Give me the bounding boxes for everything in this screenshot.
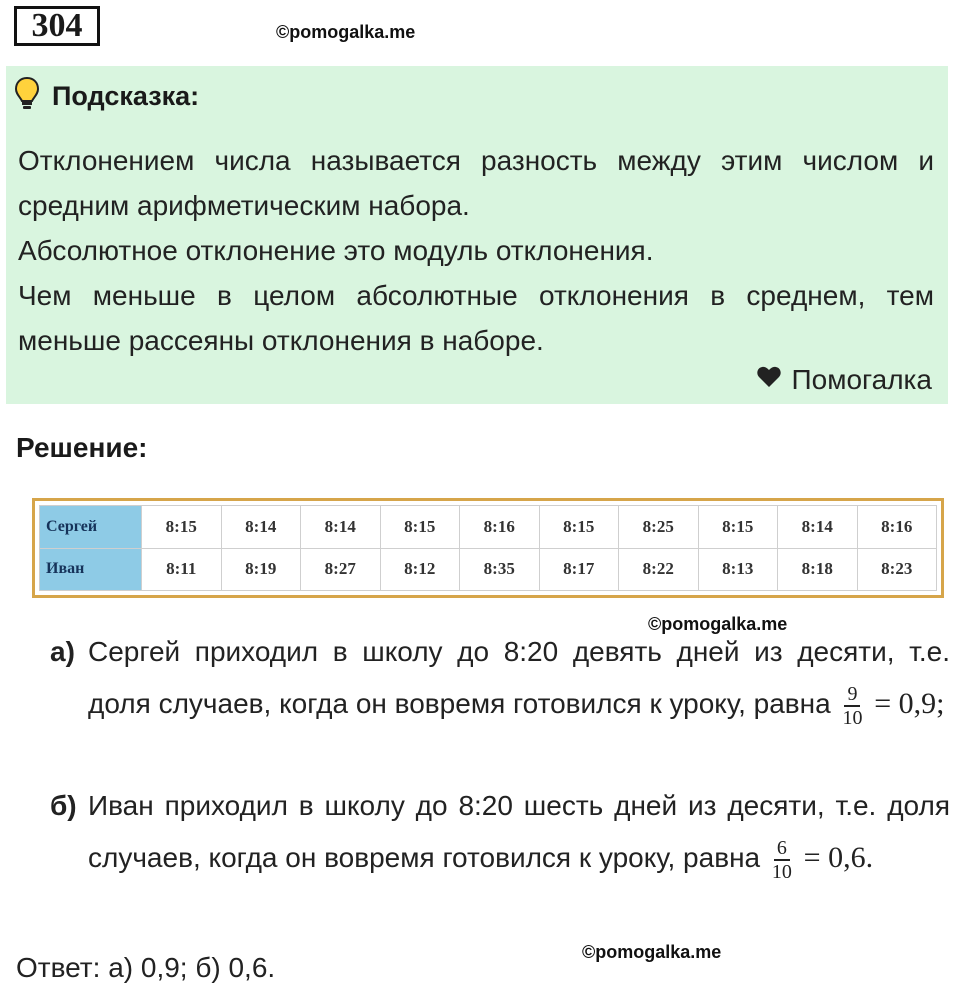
part-a-result: = 0,9; [874,687,945,720]
solution-title: Решение: [16,432,148,463]
part-b-label: б) [50,790,77,821]
time-cell: 8:16 [857,506,937,549]
part-a [50,626,950,730]
part-b-text [88,780,950,884]
time-cell: 8:15 [539,506,619,549]
fraction-b-numerator: 6 [774,837,790,861]
time-cell: 8:35 [460,548,540,591]
part-b-result: = 0,6. [803,841,874,874]
hint-line-3: Чем меньше в целом абсолютные отклонения в среднем, тем меньше рассеяны отклонения в наборе. [18,280,934,356]
time-cell: 8:27 [301,548,381,591]
time-cell: 8:16 [460,506,540,549]
time-cell: 8:14 [301,506,381,549]
table-row [40,506,937,549]
time-cell: 8:19 [221,548,301,591]
time-cell: 8:12 [380,548,460,591]
hint-line-2: Абсолютное отклонение это модуль отклонения. [18,235,654,266]
time-cell: 8:15 [380,506,460,549]
time-cell: 8:14 [221,506,301,549]
hint-text [18,138,934,363]
fraction-b-denominator: 10 [771,860,792,883]
hint-line-1: Отклонением числа называется разность между этим числом и средним арифметическим набора. [18,145,934,221]
time-cell: 8:13 [698,548,778,591]
hint-title: Подсказка: [52,81,200,111]
time-cell: 8:11 [142,548,222,591]
brand-signature [756,364,932,396]
watermark-middle: ©pomogalka.me [648,614,788,634]
brand-name: Помогалка [791,364,932,395]
row-name-cell: Сергей [40,506,142,549]
row-name-cell: Иван [40,548,142,591]
time-cell: 8:14 [778,506,858,549]
part-a-label: а) [50,636,75,667]
time-cell: 8:23 [857,548,937,591]
task-number: 304 [14,6,100,46]
time-cell: 8:22 [619,548,699,591]
time-cell: 8:15 [698,506,778,549]
watermark-top: ©pomogalka.me [276,22,416,42]
part-a-text [88,626,950,730]
final-answer: Ответ: а) 0,9; б) 0,6. [16,952,276,983]
times-table [32,498,944,598]
fraction-b [772,837,792,883]
lightbulb-icon [14,76,40,117]
table-row [40,548,937,591]
watermark-bottom: ©pomogalka.me [582,942,722,962]
hint-heading [14,76,199,117]
fraction-a [842,683,862,729]
part-a-body: Сергей приходил в школу до 8:20 девять дней из десяти, т.е. доля случаев, когда он вовремя готовился к уроку, равна [88,636,950,719]
time-cell: 8:17 [539,548,619,591]
time-cell: 8:18 [778,548,858,591]
fraction-a-denominator: 10 [842,706,863,729]
part-b [50,780,950,884]
heart-icon [756,364,782,396]
fraction-a-numerator: 9 [844,683,860,707]
time-cell: 8:25 [619,506,699,549]
part-b-body: Иван приходил в школу до 8:20 шесть дней из десяти, т.е. доля случаев, когда он вовремя готовился к уроку, равна [88,790,950,873]
time-cell: 8:15 [142,506,222,549]
